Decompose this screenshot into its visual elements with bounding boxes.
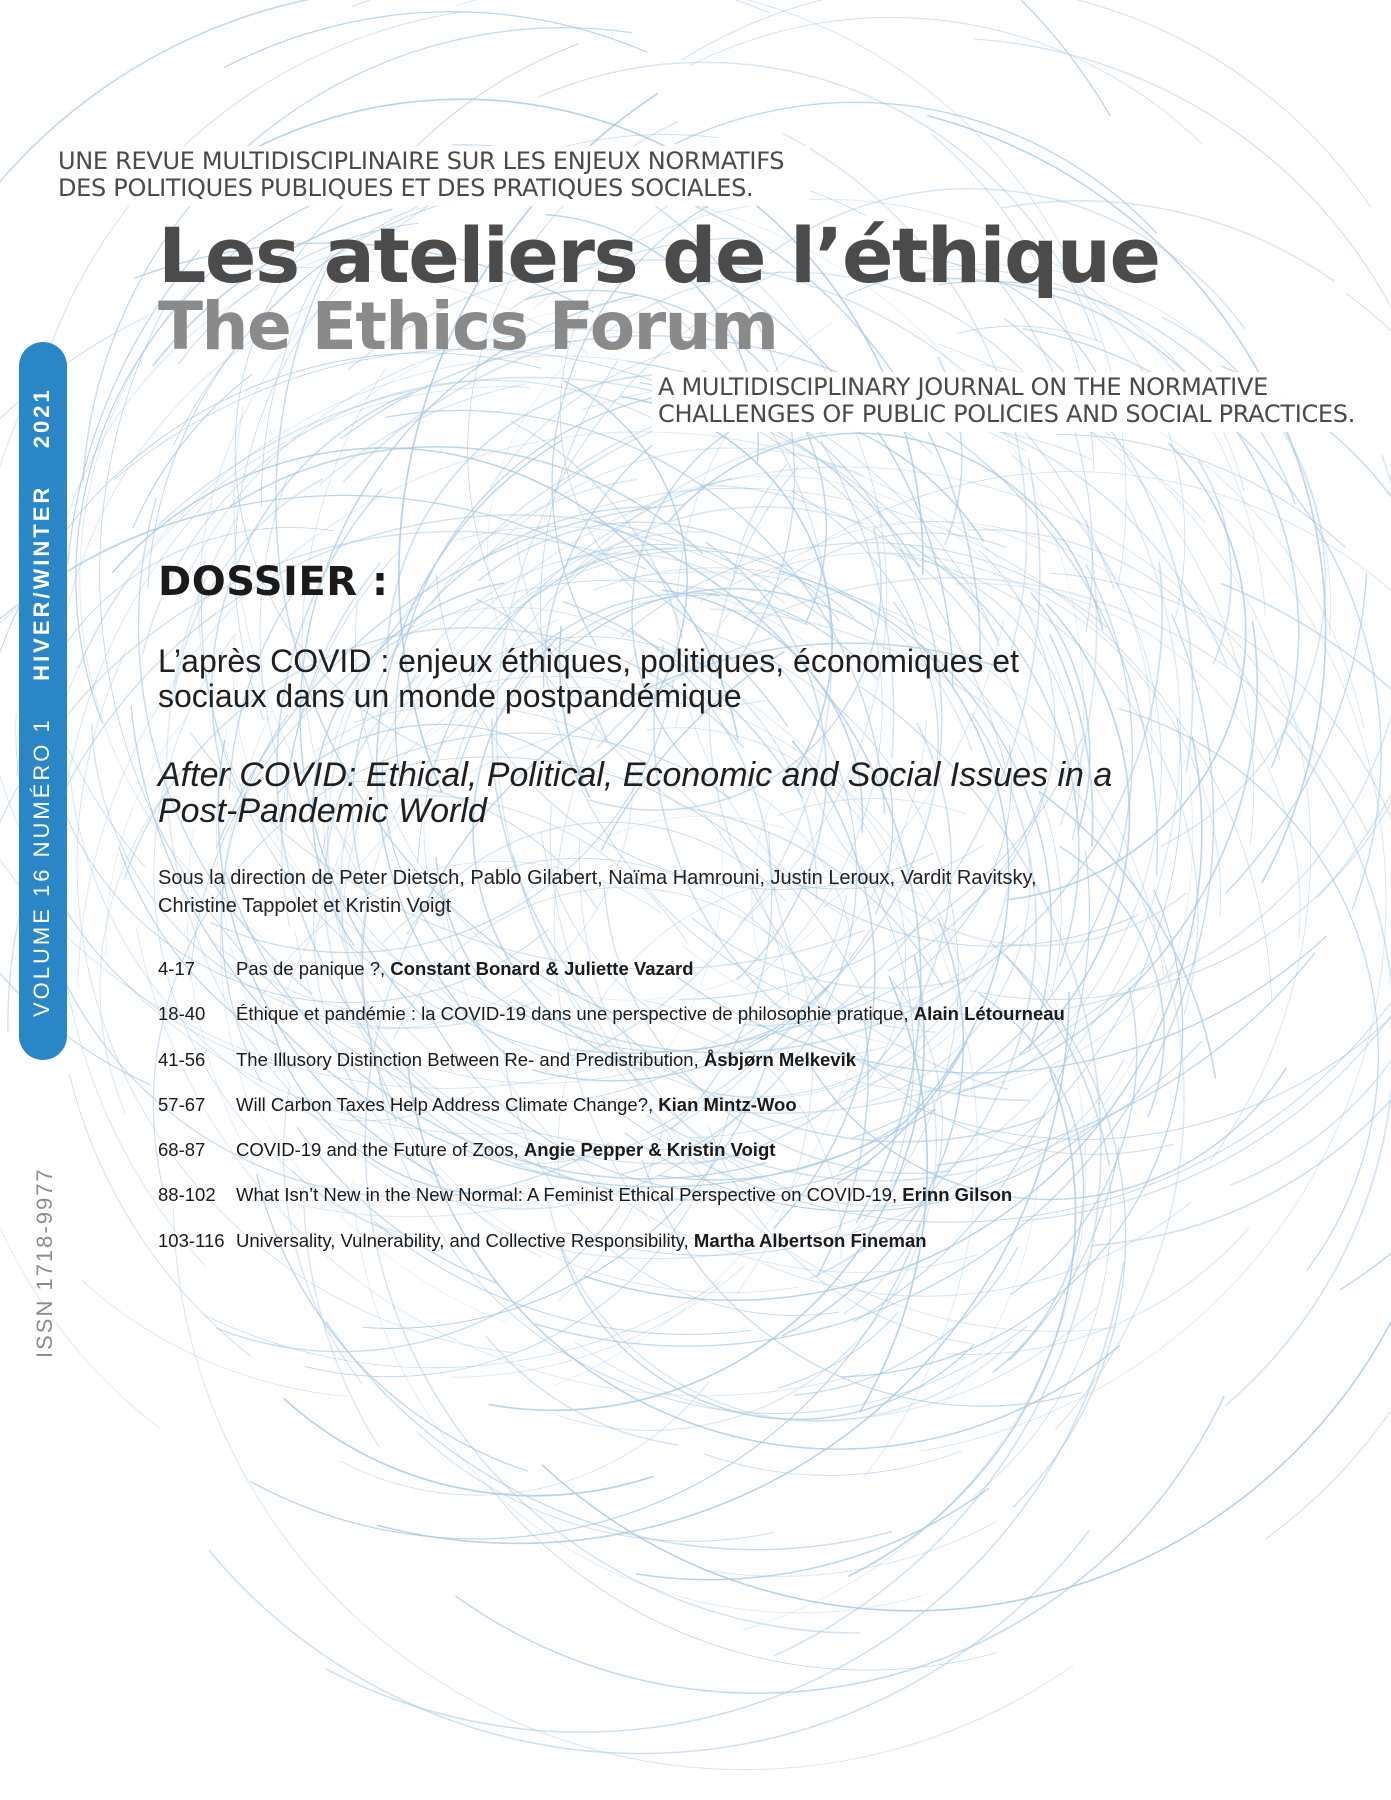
toc-article-title: Éthique et pandémie : la COVID-19 dans une perspective de philosophie pratique,: [236, 1003, 914, 1025]
table-of-contents: [158, 958, 1258, 1275]
toc-pages: 103-116: [158, 1229, 225, 1251]
journal-title-fr: Les ateliers de l’éthique: [158, 211, 1160, 300]
scribble-stroke: [486, 1336, 678, 1445]
scribble-stroke: [209, 1531, 1089, 1754]
scribble-stroke: [340, 1382, 709, 1495]
toc-pages: 41-56: [158, 1048, 206, 1070]
toc-entry: [158, 1094, 1258, 1139]
scribble-stroke: [701, 553, 1221, 916]
toc-pages: 57-67: [158, 1093, 206, 1115]
toc-title: [236, 1003, 1065, 1025]
scribble-stroke: [106, 717, 187, 957]
toc-authors: Åsbjørn Melkevik: [703, 1048, 857, 1070]
scribble-stroke: [573, 507, 862, 574]
toc-title: [236, 1184, 1012, 1206]
toc-entry: [158, 1184, 1258, 1229]
toc-title: [236, 1139, 775, 1161]
toc-authors: Martha Albertson Fineman: [693, 1229, 927, 1251]
toc-title: [236, 1230, 927, 1252]
editors-line: Christine Tappolet et Kristin Voigt: [158, 895, 452, 917]
scribble-stroke: [456, 1397, 1224, 1694]
scribble-stroke: [690, 17, 1201, 143]
scribble-stroke: [352, 0, 769, 12]
volume-number-label: VOLUME 16 NUMÉRO 1: [29, 717, 54, 1017]
scribble-stroke: [224, 12, 647, 68]
toc-authors: Angie Pepper & Kristin Voigt: [523, 1139, 776, 1161]
scribble-stroke: [487, 354, 631, 784]
scribble-stroke: [1346, 294, 1391, 782]
toc-pages: 68-87: [158, 1139, 206, 1161]
toc-entry: [158, 1230, 1258, 1275]
scribble-stroke: [849, 265, 1331, 636]
toc-entry: [158, 1049, 1258, 1094]
tagline-en-line: A MULTIDISCIPLINARY JOURNAL ON THE NORMATIVE: [658, 373, 1268, 401]
toc-article-title: The Illusory Distinction Between Re- and Predistribution,: [236, 1048, 704, 1070]
toc-article-title: Universality, Vulnerability, and Collective Responsibility,: [236, 1229, 694, 1251]
toc-authors: Erinn Gilson: [902, 1184, 1013, 1206]
toc-article-title: What Isn’t New in the New Normal: A Feminist Ethical Perspective on COVID-19,: [236, 1184, 903, 1206]
journal-title-en: The Ethics Forum: [158, 288, 778, 365]
scribble-stroke: [173, 1209, 1072, 1770]
season-label: HIVER/WINTER: [29, 484, 54, 681]
toc-entry: [158, 1139, 1258, 1184]
scribble-stroke: [314, 676, 967, 984]
toc-entry: [158, 958, 1258, 1003]
toc-title: [236, 1094, 797, 1116]
scribble-stroke: [1057, 434, 1345, 547]
toc-article-title: Pas de panique ?,: [236, 958, 391, 979]
dossier-heading: DOSSIER :: [158, 559, 389, 605]
scribble-stroke: [0, 1125, 160, 1429]
scribble-stroke: [704, 1451, 961, 1475]
scribble-stroke: [327, 1323, 892, 1550]
scribble-stroke: [743, 533, 1005, 620]
issn-label: ISSN 1718-9977: [32, 1167, 57, 1358]
theme-en-line: Post-Pandemic World: [158, 792, 487, 830]
scribble-stroke: [957, 326, 1101, 342]
toc-authors: Kian Mintz-Woo: [658, 1093, 797, 1115]
tagline-fr-line: UNE REVUE MULTIDISCIPLINAIRE SUR LES ENJEUX NORMATIFS: [58, 147, 785, 175]
scribble-stroke: [621, 397, 833, 772]
scribble-stroke: [1198, 460, 1231, 664]
spine-label: [24, 342, 60, 1017]
toc-pages: 88-102: [158, 1184, 216, 1206]
scribble-stroke: [804, 0, 1110, 115]
tagline-en-line: CHALLENGES OF PUBLIC POLICIES AND SOCIAL PRACTICES.: [658, 400, 1356, 428]
toc-title: [236, 1049, 856, 1071]
toc-authors: Constant Bonard & Juliette Vazard: [390, 958, 694, 979]
toc-title: [236, 958, 694, 980]
editors-line: Sous la direction de Peter Dietsch, Pablo Gilabert, Naïma Hamrouni, Justin Leroux, Vardit Ravitsky,: [158, 867, 1037, 889]
toc-entry: [158, 1003, 1258, 1048]
theme-fr-line: sociaux dans un monde postpandémique: [158, 678, 742, 714]
scribble-stroke: [579, 488, 1272, 999]
scribble-stroke: [1266, 918, 1391, 1538]
tagline-en: [652, 372, 1379, 432]
scribble-stroke: [284, 1399, 653, 1496]
dossier-theme-fr: [158, 644, 1208, 714]
dossier-theme-en: [158, 757, 1238, 829]
scribble-stroke: [204, 1281, 722, 1368]
editors-credit: [158, 864, 1218, 920]
theme-en-line: After COVID: Ethical, Political, Economic and Social Issues in a: [158, 756, 1113, 794]
scribble-stroke: [637, 1489, 989, 1580]
toc-pages: 4-17: [158, 958, 196, 979]
scribble-stroke: [468, 122, 678, 701]
theme-fr-line: L’après COVID : enjeux éthiques, politiques, économiques et: [158, 643, 1019, 679]
toc-authors: Alain Létourneau: [913, 1003, 1065, 1025]
scribble-stroke: [320, 384, 524, 484]
toc-article-title: Will Carbon Taxes Help Address Climate Change?,: [236, 1093, 659, 1115]
toc-pages: 18-40: [158, 1003, 206, 1025]
year-label: 2021: [29, 387, 54, 449]
tagline-fr-line: DES POLITIQUES PUBLIQUES ET DES PRATIQUES SOCIALES.: [58, 174, 754, 202]
toc-article-title: COVID-19 and the Future of Zoos,: [236, 1139, 524, 1161]
tagline-fr: [58, 146, 810, 206]
